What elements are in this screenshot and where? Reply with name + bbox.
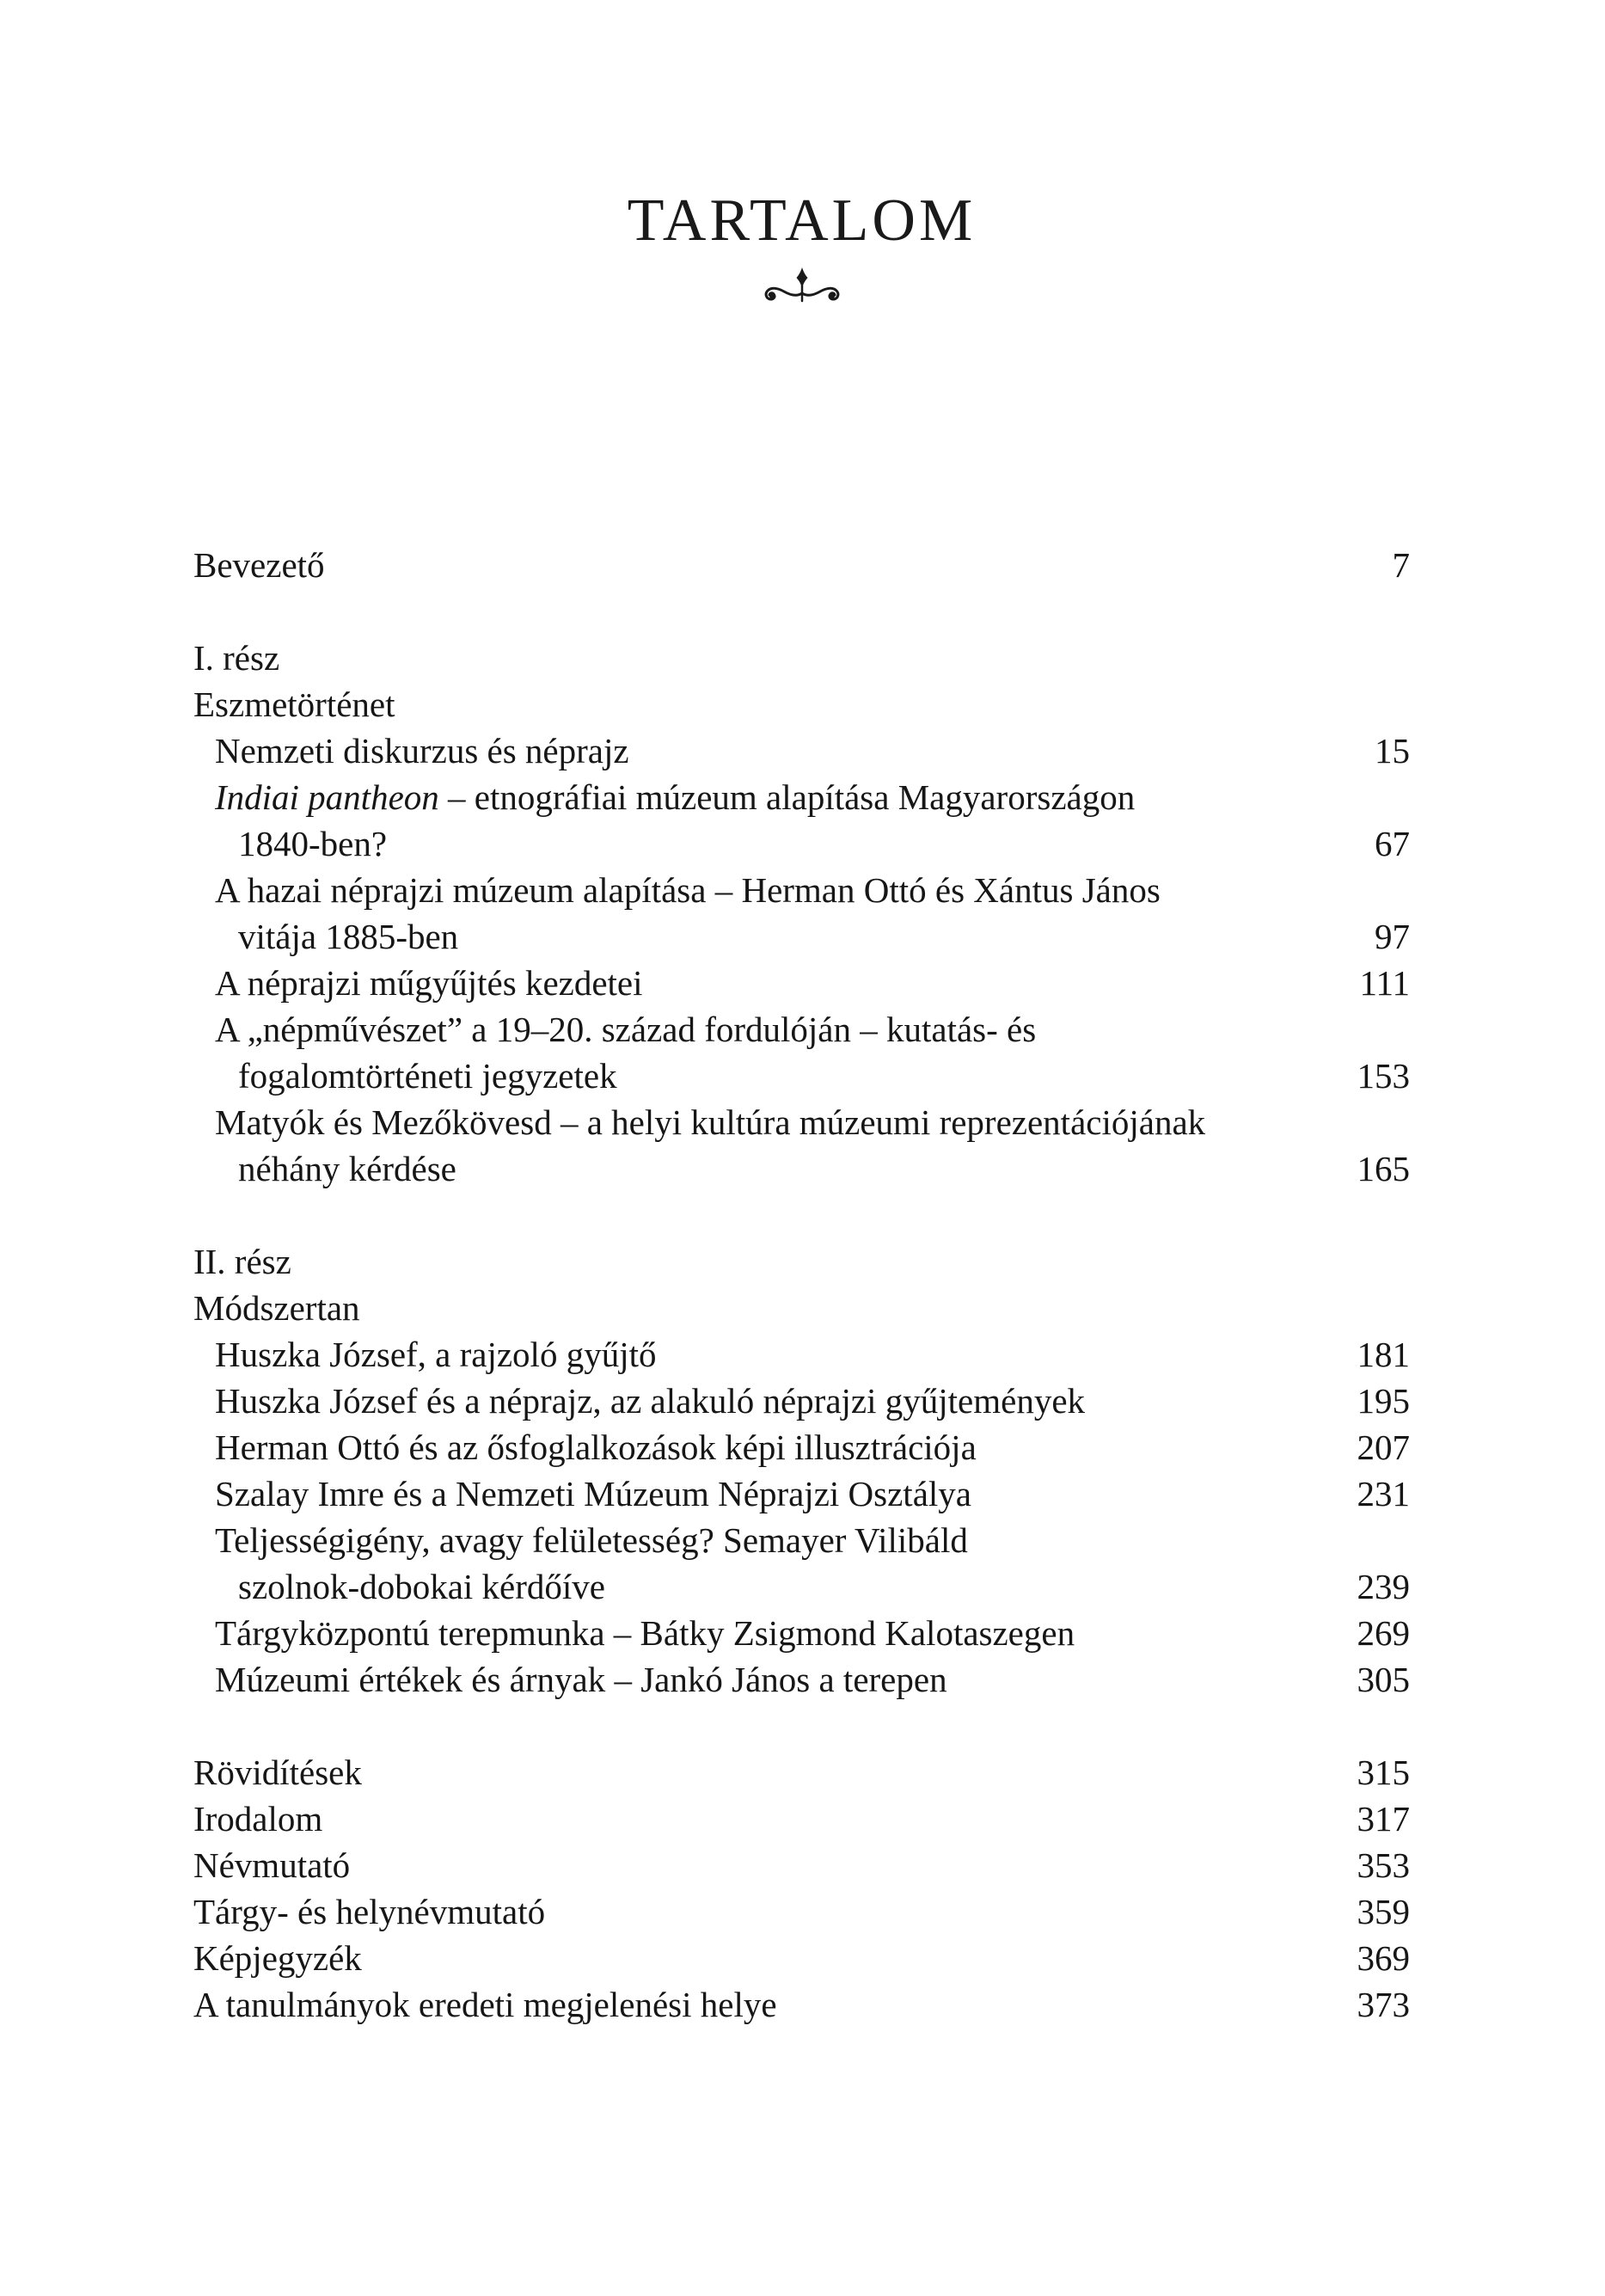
- toc-entry: [193, 1749, 1410, 1796]
- toc-entry-title: A „népművészet” a 19–20. század fordulóján – kutatás- és: [215, 1010, 1037, 1049]
- toc-entry-title: Bevezető: [193, 545, 325, 585]
- toc-entry-title: I. rész: [193, 638, 280, 678]
- toc-entry: [193, 1935, 1410, 1981]
- toc-entry-title: A hazai néprajzi múzeum alapítása – Herman Ottó és Xántus János: [215, 870, 1161, 910]
- toc-entry: [193, 1888, 1410, 1935]
- fleuron-ornament: [193, 267, 1410, 309]
- toc-page-number: 315: [1357, 1753, 1410, 1792]
- toc-entry: [193, 1656, 1410, 1703]
- toc-entry-title: Képjegyzék: [193, 1938, 362, 1978]
- toc-page-number: 7: [1392, 545, 1410, 585]
- toc-entry-title: A néprajzi műgyűjtés kezdetei: [215, 963, 643, 1003]
- toc-page-number: 165: [1357, 1149, 1410, 1188]
- toc-entry: [193, 1424, 1410, 1470]
- toc-entry: [193, 727, 1410, 774]
- toc-entry-title: Indiai pantheon – etnográfiai múzeum alapítása Magyarországon: [215, 777, 1136, 817]
- toc-entry-title: II. rész: [193, 1242, 291, 1281]
- toc-entry-title: Teljességigény, avagy felületesség? Semayer Vilibáld: [215, 1520, 968, 1560]
- toc-entry-title: Eszmetörténet: [193, 685, 395, 724]
- toc-entry: [193, 1378, 1410, 1424]
- toc-entry-title: néhány kérdése: [238, 1149, 456, 1188]
- toc-entry-title: vitája 1885-ben: [238, 917, 459, 956]
- toc-page-number: 231: [1357, 1474, 1410, 1513]
- toc-entry-title: Névmutató: [193, 1845, 351, 1885]
- toc-entry-title: Múzeumi értékek és árnyak – Jankó János a terepen: [215, 1660, 947, 1699]
- toc-page-number: 153: [1357, 1056, 1410, 1096]
- toc-entry: [193, 1099, 1410, 1145]
- toc-entry-title: Herman Ottó és az ősfoglalkozások képi illusztrációja: [215, 1427, 977, 1467]
- toc-entry-title: Módszertan: [193, 1288, 360, 1328]
- toc-entry: [193, 681, 1410, 727]
- toc-entry: [193, 1331, 1410, 1378]
- toc-entry-title: Matyók és Mezőkövesd – a helyi kultúra múzeumi reprezentációjának: [215, 1102, 1206, 1142]
- toc-page-number: 373: [1357, 1985, 1410, 2024]
- toc-entry: [193, 542, 1410, 588]
- toc-entry-title: Irodalom: [193, 1799, 323, 1839]
- toc-entry: [193, 913, 1410, 960]
- toc-entry: [193, 1517, 1410, 1563]
- toc-page-number: 353: [1357, 1845, 1410, 1885]
- toc-entry-title: fogalomtörténeti jegyzetek: [238, 1056, 617, 1096]
- toc-entry: [193, 1285, 1410, 1331]
- toc-spacer: [193, 1703, 1410, 1749]
- toc-page-number: 269: [1357, 1613, 1410, 1653]
- toc-page-number: 181: [1357, 1335, 1410, 1374]
- toc-entry-title: 1840-ben?: [238, 824, 388, 863]
- toc-entry: [193, 1470, 1410, 1517]
- toc-page-number: 317: [1357, 1799, 1410, 1839]
- toc-entry: [193, 1610, 1410, 1656]
- toc-entry-title: Szalay Imre és a Nemzeti Múzeum Néprajzi Osztálya: [215, 1474, 971, 1513]
- toc-list: [193, 542, 1410, 2028]
- toc-spacer: [193, 588, 1410, 635]
- toc-entry: [193, 1145, 1410, 1192]
- toc-entry-title: Tárgy- és helynévmutató: [193, 1892, 546, 1931]
- toc-entry: [193, 1981, 1410, 2028]
- toc-entry: [193, 1238, 1410, 1285]
- toc-spacer: [193, 1192, 1410, 1238]
- toc-entry-title: A tanulmányok eredeti megjelenési helye: [193, 1985, 777, 2024]
- toc-page-number: 359: [1357, 1892, 1410, 1931]
- toc-page-number: 369: [1357, 1938, 1410, 1978]
- toc-entry: [193, 820, 1410, 867]
- toc-page-number: 239: [1357, 1567, 1410, 1606]
- toc-page-number: 15: [1375, 731, 1410, 770]
- toc-entry-title: Huszka József és a néprajz, az alakuló néprajzi gyűjtemények: [215, 1381, 1086, 1421]
- toc-page-number: 305: [1357, 1660, 1410, 1699]
- toc-entry: [193, 635, 1410, 681]
- toc-page-number: 207: [1357, 1427, 1410, 1467]
- toc-entry: [193, 1053, 1410, 1099]
- toc-entry-title: Nemzeti diskurzus és néprajz: [215, 731, 629, 770]
- toc-entry-title: Rövidítések: [193, 1753, 362, 1792]
- toc-page-number: 67: [1375, 824, 1410, 863]
- toc-entry: [193, 1842, 1410, 1888]
- toc-entry: [193, 867, 1410, 913]
- toc-entry-title: szolnok-dobokai kérdőíve: [238, 1567, 605, 1606]
- toc-entry-title: Tárgyközpontú terepmunka – Bátky Zsigmond Kalotaszegen: [215, 1613, 1075, 1653]
- page-title: TARTALOM: [627, 187, 977, 254]
- toc-page-number: 97: [1375, 917, 1410, 956]
- toc-entry: [193, 774, 1410, 820]
- toc-entry: [193, 1563, 1410, 1610]
- toc-page-number: 111: [1359, 963, 1410, 1003]
- toc-entry-title: Huszka József, a rajzoló gyűjtő: [215, 1335, 657, 1374]
- toc-page-number: 195: [1357, 1381, 1410, 1421]
- toc-entry: [193, 1796, 1410, 1842]
- toc-entry: [193, 1006, 1410, 1053]
- toc-entry: [193, 960, 1410, 1006]
